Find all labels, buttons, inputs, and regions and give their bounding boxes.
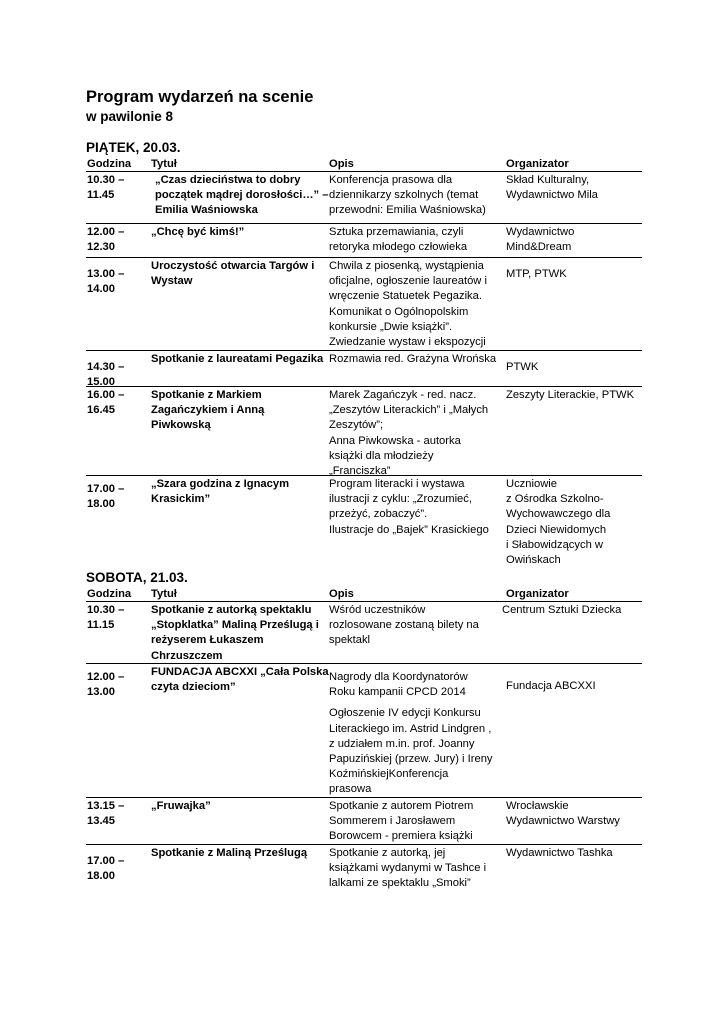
event-time: 12.00 – 13.00 [87,671,125,699]
event-title: „Fruwajka” [151,800,211,812]
event-organizer: Fundacja ABCXXI [506,680,596,692]
event-time: 14.30 – 15.00 [87,361,125,389]
event-time: 13.00 – 14.00 [87,268,125,296]
column-header-organizer: Organizator [506,158,569,170]
event-title: Spotkanie z Markiem Zagańczykiem i Anną Piwkowską [151,389,265,432]
table-row [86,798,642,845]
column-header-description: Opis [329,588,354,600]
event-title: FUNDACJA ABCXXI „Cała Polska czyta dzieciom” [151,666,329,694]
event-organizer: Wydawnictwo Mind&Dream [506,226,575,254]
column-header-time: Godzina [87,158,132,170]
table-row [86,258,642,351]
event-description: Spotkanie z autorem Piotrem Sommerem i Jarosławem Borowcem - premiera książki [329,800,474,843]
event-time: 10.30 – 11.15 [87,604,125,632]
table-row [86,664,642,798]
event-time: 13.15 – 13.45 [87,800,125,828]
event-time: 10.30 – 11.45 [87,174,125,202]
event-title: Spotkanie z Maliną Prześlugą [151,847,308,859]
event-title: Spotkanie z laureatami Pegazika [151,353,324,365]
event-description: Chwila z piosenką, wystąpienia oficjalne, ogłoszenie laureatów i wręczenie Statuetek Pegazika. Komunikat o Ogólnopolskim konkursie „Dwie książki”. Zwiedzanie wystaw i ekspozycji [329,260,487,349]
event-description: Spotkanie z autorką, jej książkami wydanymi w Tashce i lalkami ze spektaklu „Smoki” [329,847,487,890]
table-row [86,387,642,476]
table-row [86,845,642,895]
event-time: 17.00 – 18.00 [87,855,125,883]
event-organizer: PTWK [506,361,539,373]
event-organizer: Skład Kulturalny, Wydawnictwo Mila [506,174,598,202]
event-organizer: Zeszyty Literackie, PTWK [506,389,635,401]
column-header-organizer: Organizator [506,588,569,600]
table-row [86,476,642,568]
schedule-table-friday [86,157,642,568]
event-description: Program literacki i wystawa ilustracji z cyklu: „Zrozumieć, przeżyć, zobaczyć”. Ilustracje do „Bajek” Krasickiego [329,478,489,536]
event-description: Rozmawia red. Grażyna Wrońska [329,353,497,365]
event-title: Uroczystość otwarcia Targów i Wystaw [151,260,315,288]
event-organizer: Wrocławskie Wydawnictwo Warstwy [506,800,620,828]
schedule-table-saturday [86,587,642,895]
table-header-row [86,157,642,172]
page-title: Program wydarzeń na scenie [86,88,314,106]
event-description: Konferencja prasowa dla dziennikarzy szkolnych (temat przewodni: Emilia Waśniowska) [329,174,486,217]
event-time: 17.00 – 18.00 [87,483,125,511]
column-header-description: Opis [329,158,354,170]
event-description: Sztuka przemawiania, czyli retoryka młodego człowieka [329,226,468,254]
event-organizer: MTP, PTWK [506,268,567,280]
event-title: „Szara godzina z Ignacym Krasickim” [151,478,290,506]
column-header-title: Tytuł [151,158,177,170]
table-row [86,172,642,224]
event-time: 12.00 – 12.30 [87,226,125,254]
event-organizer: Wydawnictwo Tashka [506,847,613,859]
event-title: Spotkanie z autorką spektaklu „Stopklatka” Maliną Prześlugą i reżyserem Łukaszem Chrzuszczem [151,604,319,662]
column-header-time: Godzina [87,588,132,600]
table-row [86,351,642,387]
table-header-row [86,587,642,602]
table-row [86,602,642,664]
event-description: Wśród uczestników rozlosowane zostaną bilety na spektakl [329,604,479,647]
event-title: „Czas dzieciństwa to dobry początek mądrej dorosłości…” – Emilia Waśniowska [155,174,329,217]
page-subtitle: w pawilonie 8 [86,109,174,124]
column-header-title: Tytuł [151,588,177,600]
event-title: „Chcę być kimś!” [151,226,245,238]
day-heading-friday: PIĄTEK, 20.03. [86,140,181,155]
day-heading-saturday: SOBOTA, 21.03. [86,570,188,585]
event-time: 16.00 – 16.45 [87,389,125,417]
event-description: Marek Zagańczyk - red. nacz. „Zeszytów Literackich” i „Małych Zeszytów”; Anna Piwkowska - autorka książki dla młodzieży „Franciszka” [329,389,489,478]
event-description: Nagrody dla Koordynatorów Roku kampanii CPCD 2014 Ogłoszenie IV edycji Konkursu Literackiego im. Astrid Lindgren , z udziałem m.in. prof. Joanny Papuzińskiej (przew. Jury) i Ireny KoźmińskiejKonferencja prasowa [329,671,493,796]
event-organizer: Centrum Sztuki Dziecka [502,604,622,616]
table-row [86,224,642,258]
event-organizer: Uczniowie z Ośrodka Szkolno- Wychowawczego dla Dzieci Niewidomych i Słabowidzących w Owińskach [506,478,611,567]
